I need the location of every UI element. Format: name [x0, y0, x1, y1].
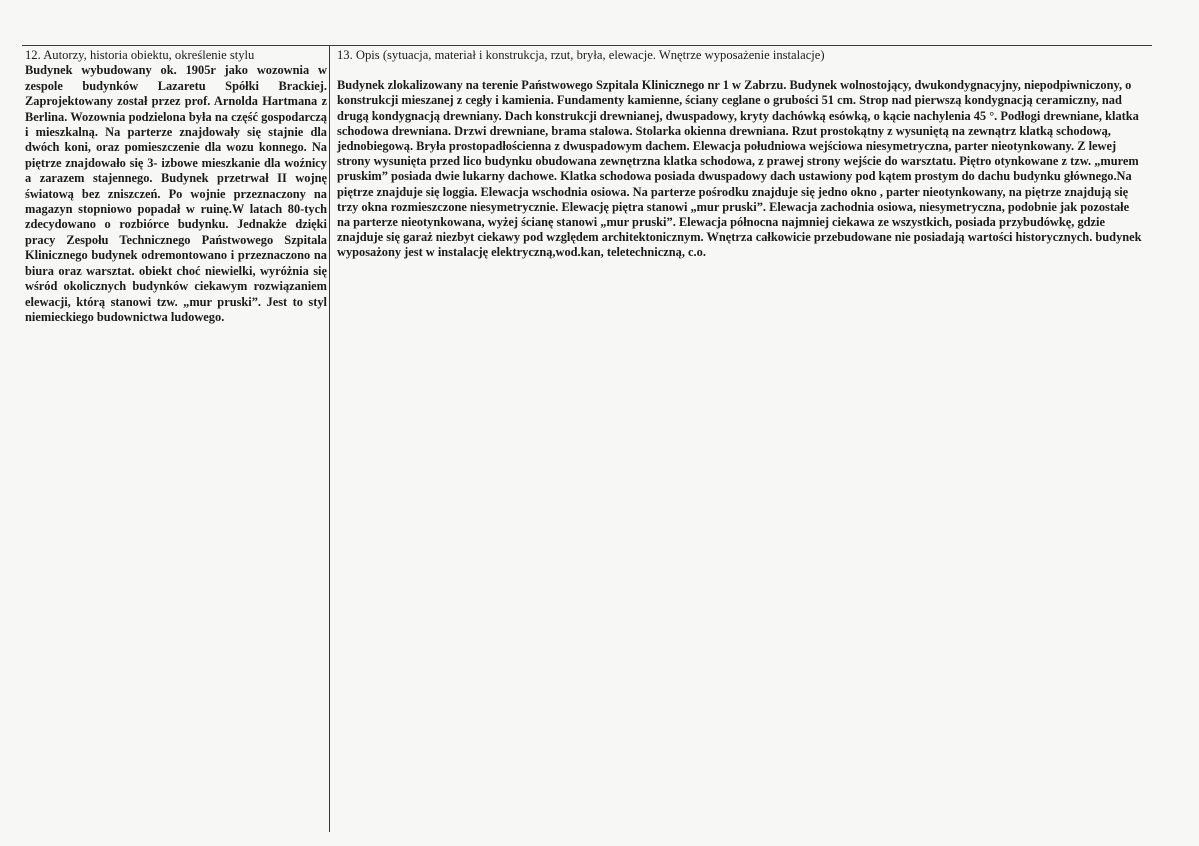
section-13-heading: 13. Opis (sytuacja, materiał i konstrukcja, rzut, bryła, elewacje. Wnętrze wyposażenie instalacje) [337, 48, 825, 62]
section-13-column [337, 48, 1145, 261]
section-12-column [25, 48, 327, 325]
section-13-body: Budynek zlokalizowany na terenie Państwowego Szpitala Klinicznego nr 1 w Zabrzu. Budynek wolnostojący, dwukondygnacyjny, niepodpiwniczony, o konstrukcji mieszanej z cegły i kamienia. Fundamenty kamienne, ściany ceglane o grubości 51 cm. Strop nad pierwszą kondygnacją ceramiczny, nad drugą kondygnacją drewniany. Dach konstrukcji drewnianej, dwuspadowy, kryty dachówką esówką, o kącie nachylenia 45 °. Podłogi drewniane, klatka schodowa drewniana. Drzwi drewniane, brama stalowa. Stolarka okienna drewniana. Rzut prostokątny z wysuniętą na zewnątrz klatką schodową, jednobiegową. Bryła prostopadłościenna z dwuspadowym dachem. Elewacja południowa wejściowa niesymetryczna, parter nieotynkowany. Z lewej strony wysunięta przed lico budynku obudowana zewnętrzna klatka schodowa, z prawej strony wejście do warsztatu. Piętro otynkowane z tzw. „murem pruskim” posiada dwie lukarny dachowe. Klatka schodowa posiada dwuspadowy dach ustawiony pod kątem prostym do dachu budynku głównego.Na piętrze znajduje się loggia. Elewacja wschodnia osiowa. Na parterze pośrodku znajduje się jedno okno , parter nieotynkowany, na piętrze znajdują się trzy okna rozmieszczone niesymetrycznie. Elewację piętra stanowi „mur pruski”. Elewacja zachodnia osiowa, niesymetryczna, podobnie jak pozostałe na parterze nieotynkowana, wyżej ścianę stanowi „mur pruski”. Elewacja północna najmniej ciekawa ze wszystkich, posiada przybudówkę, gdzie znajduje się garaż niezbyt ciekawy pod względem architektonicznym. Wnętrza całkowicie przebudowane nie posiadają wartości historycznych. budynek wyposażony jest w instalację elektryczną,wod.kan, teletechniczną, c.o. [337, 78, 1142, 260]
section-12-heading: 12. Autorzy, historia obiektu, określenie stylu [25, 48, 255, 62]
top-divider-line [22, 45, 1152, 46]
section-12-body: Budynek wybudowany ok. 1905r jako wozownia w zespole budynków Lazaretu Spółki Brackiej. Zaprojektowany został przez prof. Arnolda Hartmana z Berlina. Wozownia podzielona była na część gospodarczą i mieszkalną. Na parterze znajdowały się stajnie dla dwóch koni, oraz pomieszczenie dla wozu konnego. Na piętrze znajdowało się 3- izbowe mieszkanie dla woźnicy a zarazem stajennego. Budynek przetrwał II wojnę światową bez zniszczeń. Po wojnie przeznaczony na magazyn stopniowo popadał w ruinę.W latach 80-tych zdecydowano o rozbiórce budynku. Jednakże dzięki pracy Zespołu Technicznego Państwowego Szpitala Klinicznego budynek odremontowano i przeznaczono na biura oraz warsztat. obiekt choć niewielki, wyróżnia się wśród okolicznych budynków ciekawym rozwiązaniem elewacji, którą stanowi tzw. „mur pruski”. Jest to styl niemieckiego budownictwa ludowego. [25, 63, 327, 324]
column-divider-line [329, 45, 330, 832]
